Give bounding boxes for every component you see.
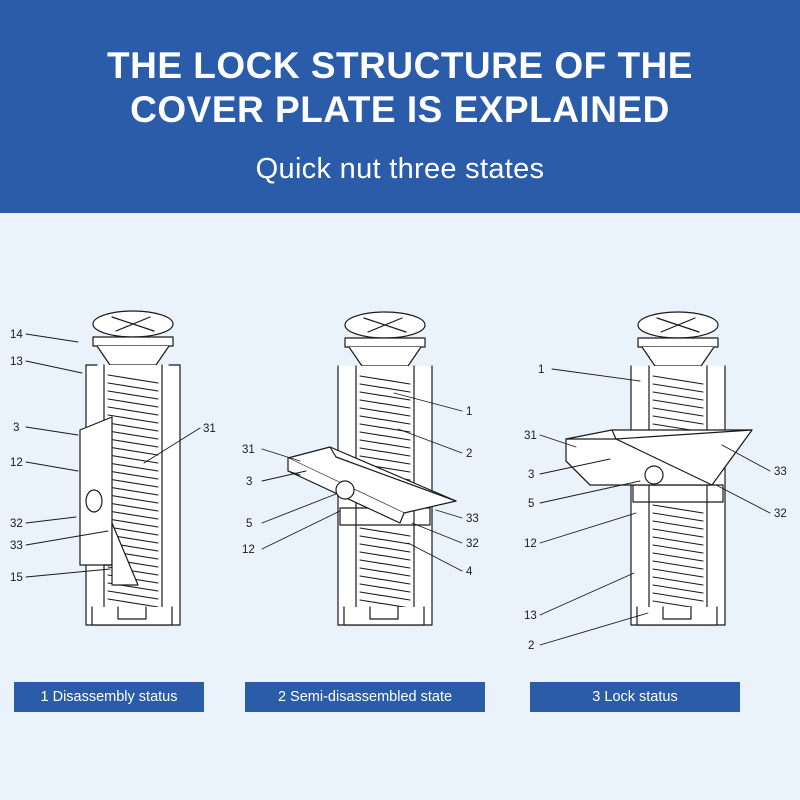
label-31-f2: 31 [242, 444, 255, 456]
page-subtitle: Quick nut three states [255, 153, 545, 186]
caption-disassembly-status: 1 Disassembly status [14, 682, 204, 712]
label-3-f3: 3 [528, 469, 535, 481]
label-32-f3: 32 [774, 508, 787, 520]
label-32: 32 [10, 518, 23, 530]
label-12: 12 [10, 457, 23, 469]
figure-semi-disassembled-state [262, 312, 462, 625]
label-31-f3: 31 [524, 430, 537, 442]
label-4-f2: 4 [466, 566, 473, 578]
label-5-f3: 5 [528, 498, 535, 510]
label-14: 14 [10, 329, 23, 341]
label-32-f2: 32 [466, 538, 479, 550]
label-3: 3 [13, 422, 20, 434]
label-3-f2: 3 [246, 476, 253, 488]
page-title: THE LOCK STRUCTURE OF THE COVER PLATE IS EXPLAINED [107, 45, 693, 130]
label-1-f2: 1 [466, 406, 473, 418]
label-12-f3: 12 [524, 538, 537, 550]
label-5-f2: 5 [246, 518, 253, 530]
caption-lock-status: 3 Lock status [530, 682, 740, 712]
label-13-f3: 13 [524, 610, 537, 622]
figure-lock-status [540, 312, 770, 645]
figure-disassembly-status [26, 311, 200, 625]
label-31: 31 [203, 423, 216, 435]
caption-semi-disassembled-state: 2 Semi-disassembled state [245, 682, 485, 712]
label-1-f3: 1 [538, 364, 545, 376]
label-33-f2: 33 [466, 513, 479, 525]
label-33: 33 [10, 540, 23, 552]
label-12-f2: 12 [242, 544, 255, 556]
label-33-f3: 33 [774, 466, 787, 478]
label-2-f3: 2 [528, 640, 535, 652]
label-2-f2: 2 [466, 448, 473, 460]
label-13: 13 [10, 356, 23, 368]
header-banner [0, 0, 800, 213]
label-15: 15 [10, 572, 23, 584]
